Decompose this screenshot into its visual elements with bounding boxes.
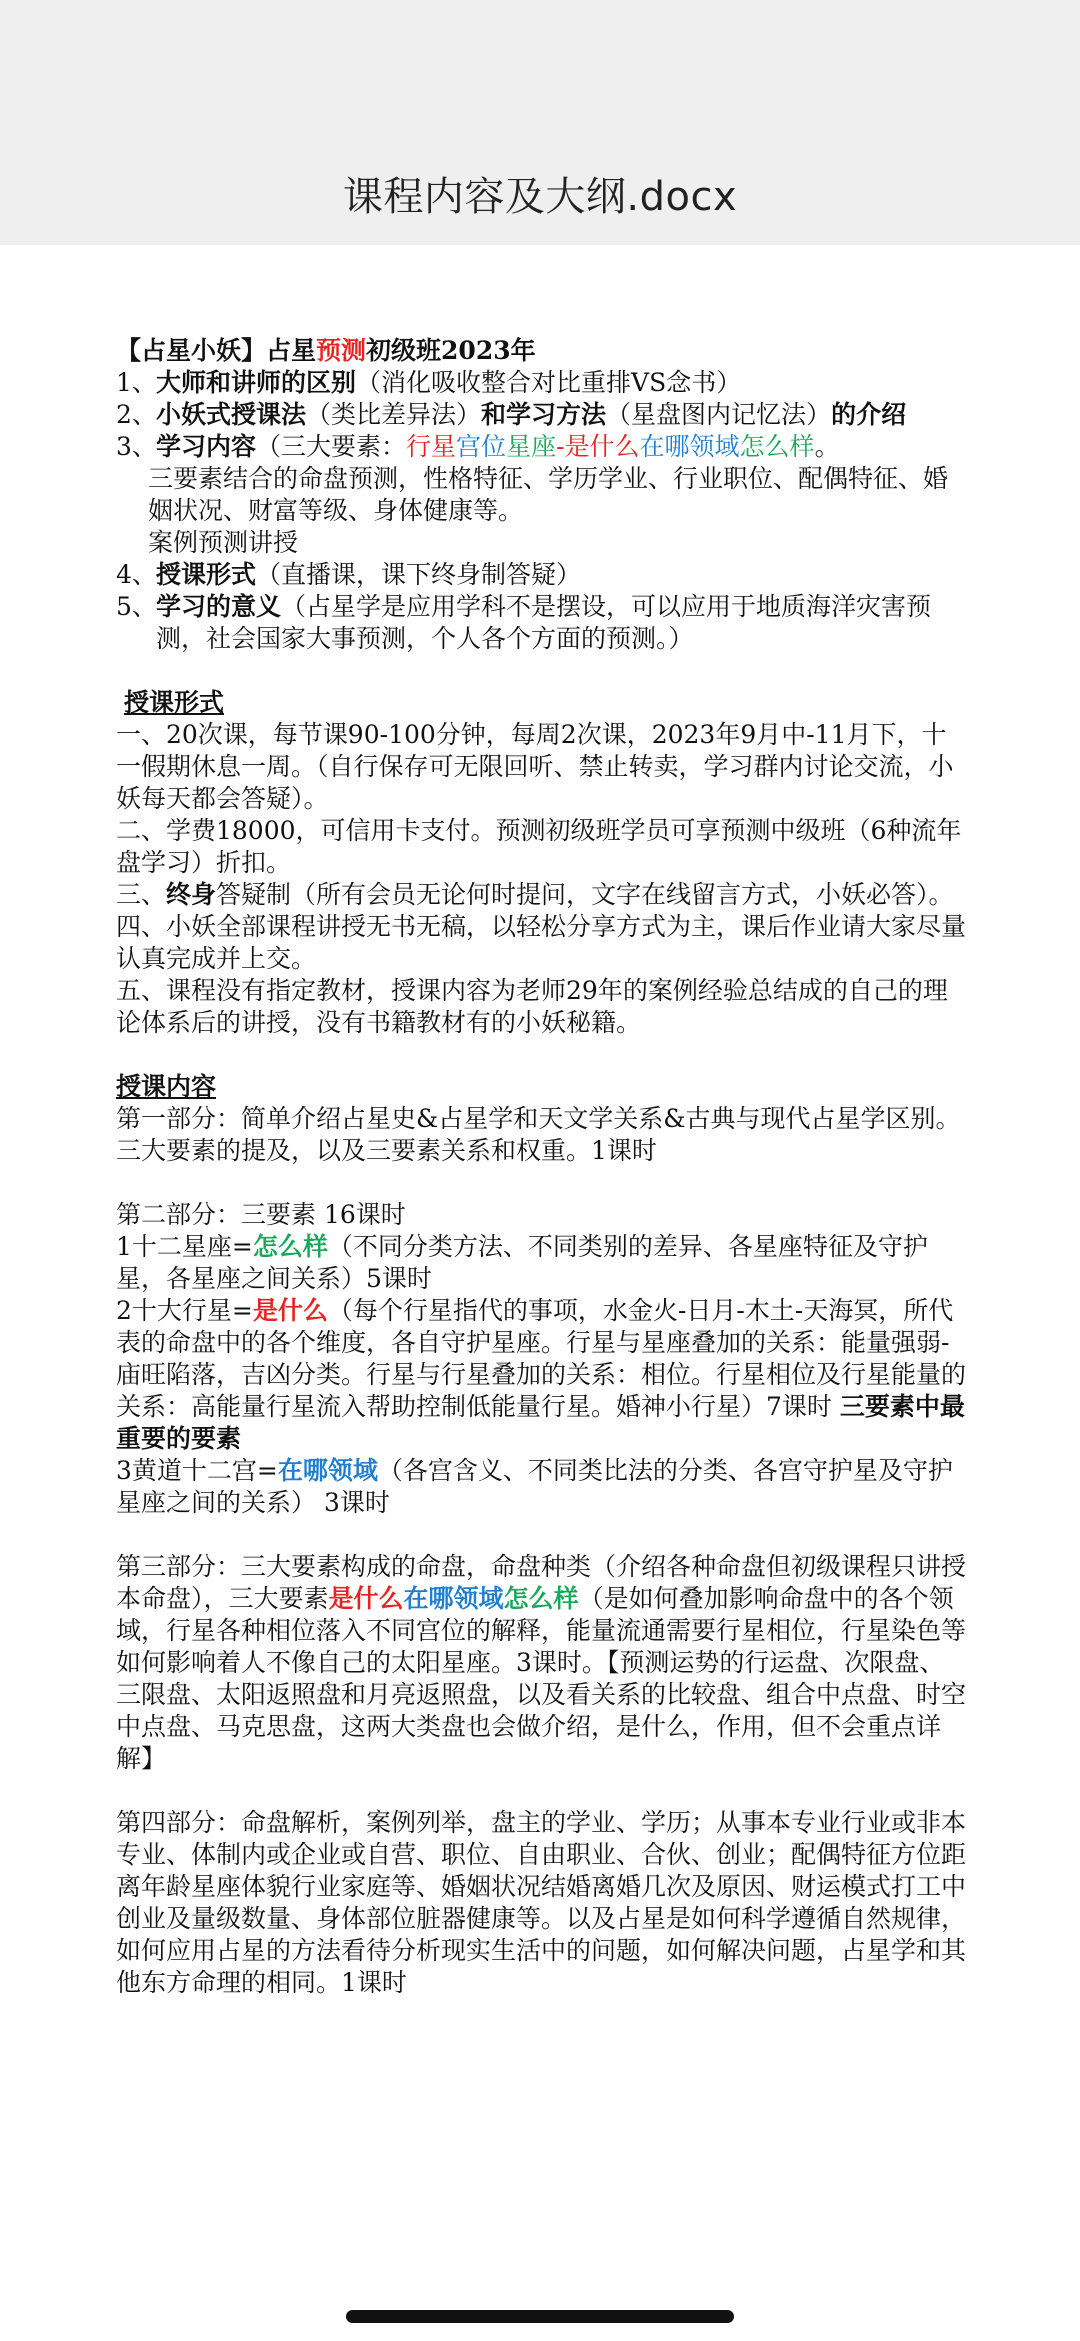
paragraph-text: 1十二星座= <box>116 1232 253 1261</box>
list-item <box>116 559 966 591</box>
list-item <box>116 399 966 431</box>
paragraph <box>116 1231 966 1295</box>
highlight-what: 是什么 <box>252 1296 328 1325</box>
highlight-where: 在哪领域 <box>403 1584 504 1613</box>
paragraph: 第四部分：命盘解析，案例列举，盘主的学业、学历；从事本专业行业或非本专业、体制内或企业或自营、职位、自由职业、合伙、创业；配偶特征方位距离年龄星座体貌行业家庭等、婚姻状况结婚离婚几次及原因、财运模式打工中创业及量级数量、身体部位脏器健康等。以及占星是如何科学遵循自然规律，如何应用占星的方法看待分析现实生活中的问题，如何解决问题，占星学和其他东方命理的相同。1课时 <box>116 1808 967 1997</box>
colored-term-where: 在哪领域 <box>639 432 740 461</box>
highlight-what: 是什么 <box>328 1584 404 1613</box>
document-title: 课程内容及大纲.docx <box>342 174 738 220</box>
list-text: 。 <box>814 432 840 461</box>
list-bold: 学习内容 <box>156 432 257 461</box>
paragraph-text: 答疑制（所有会员无论何时提问，文字在线留言方式，小妖必答）。 <box>216 880 954 909</box>
list-text: （星盘图内记忆法） <box>606 400 832 429</box>
list-text: （消化吸收整合对比重排VS念书） <box>356 368 742 397</box>
list-subtext: 案例预测讲授 <box>148 528 299 557</box>
colored-term-how: 怎么样 <box>739 432 815 461</box>
list-bold: 授课形式 <box>156 560 257 589</box>
list-text: （占星学是应用学科不是摆设，可以应用于地质海洋灾害预测，社会国家大事预测，个人各个方面的预测。） <box>156 592 932 653</box>
heading-text-end: 初级班2023年 <box>366 336 536 365</box>
paragraph <box>116 1295 966 1455</box>
heading-text: 【占星小妖】占星 <box>116 336 317 365</box>
paragraph: 二、学费18000，可信用卡支付。预测初级班学员可享预测中级班（6种流年盘学习）折扣。 <box>116 816 962 877</box>
list-bold: 小妖式授课法 <box>156 400 307 429</box>
paragraph-text: 3黄道十二宫= <box>116 1456 278 1485</box>
list-item <box>116 367 966 399</box>
paragraph: 四、小妖全部课程讲授无书无稿，以轻松分享方式为主，课后作业请大家尽量认真完成并上交。 <box>116 912 967 973</box>
list-text: （类比差异法） <box>306 400 482 429</box>
paragraph: 第一部分：简单介绍占星史&占星学和天文学关系&古典与现代占星学区别。三大要素的提及，以及三要素关系和权重。1课时 <box>116 1104 961 1165</box>
list-text: （三大要素： <box>256 432 407 461</box>
paragraph-text: 2十大行星= <box>116 1296 253 1325</box>
colored-term-house: 宫位 <box>456 432 507 461</box>
highlight-where: 在哪领域 <box>277 1456 378 1485</box>
paragraph-text: （各宫含义、不同类比法的分类、各宫守护星及守护星座之间的关系） 3课时 <box>116 1456 953 1517</box>
paragraph-text: （每个行星指代的事项，水金火-日月-木土-天海冥，所代表的命盘中的各个维度，各自守护星座。行星与星座叠加的关系：能量强弱-庙旺陷落，吉凶分类。行星与行星叠加的关系：相位。行星相位及行星能量的关系：高能量行星流入帮助控制低能量行星。婚神小行星）7课时 <box>116 1296 967 1421</box>
document-body <box>116 335 966 1999</box>
section-title-content: 授课内容 <box>116 1072 217 1101</box>
list-subtext: 三要素结合的命盘预测，性格特征、学历学业、行业职位、配偶特征、婚姻状况、财富等级、身体健康等。 <box>148 464 949 525</box>
paragraph-bold: 终身 <box>166 880 217 909</box>
list-bold: 大师和讲师的区别 <box>156 368 357 397</box>
paragraph <box>116 1455 966 1519</box>
colored-term-sign: 星座 <box>506 432 557 461</box>
list-number: 1、 <box>116 368 157 397</box>
course-heading <box>116 335 966 367</box>
colored-term-what: -是什么 <box>556 432 640 461</box>
document-header <box>0 0 1080 245</box>
list-number: 4、 <box>116 560 157 589</box>
list-bold: 的介绍 <box>831 400 907 429</box>
paragraph-text: 三、 <box>116 880 167 909</box>
paragraph-text: （是如何叠加影响命盘中的各个领域，行星各种相位落入不同宫位的解释，能量流通需要行星相位，行星染色等如何影响着人不像自己的太阳星座。3课时。【预测运势的行运盘、次限盘、三限盘、太阳返照盘和月亮返照盘，以及看关系的比较盘、组合中点盘、时空中点盘、马克思盘，这两大类盘也会做介绍，是什么，作用，但不会重点详解】 <box>116 1584 967 1773</box>
paragraph-text: 第三部分：三大要素构成的命盘，命盘种类（介绍各种命盘但初级课程只讲授本命盘），三大要素 <box>116 1552 967 1613</box>
paragraph-bold: 三要素中最重要的要素 <box>116 1392 965 1453</box>
colored-term-planet: 行星 <box>406 432 457 461</box>
list-number: 5、 <box>116 592 157 621</box>
paragraph: 第二部分：三要素 16课时 <box>116 1200 406 1229</box>
highlight-how: 怎么样 <box>503 1584 579 1613</box>
list-bold: 和学习方法 <box>481 400 607 429</box>
list-number: 2、 <box>116 400 157 429</box>
section-title-format: 授课形式 <box>124 688 225 717</box>
list-item <box>116 591 966 655</box>
home-indicator[interactable] <box>346 2310 734 2323</box>
paragraph-text: （不同分类方法、不同类别的差异、各星座特征及守护星，各星座之间关系）5课时 <box>116 1232 928 1293</box>
paragraph <box>116 1551 966 1775</box>
heading-highlight: 预测 <box>316 336 367 365</box>
paragraph: 五、课程没有指定教材，授课内容为老师29年的案例经验总结成的自己的理论体系后的讲授，没有书籍教材有的小妖秘籍。 <box>116 976 948 1037</box>
paragraph: 一、20次课，每节课90-100分钟，每周2次课，2023年9月中-11月下，十一假期休息一周。（自行保存可无限回听、禁止转卖，学习群内讨论交流，小妖每天都会答疑）。 <box>116 720 954 813</box>
list-bold: 学习的意义 <box>156 592 282 621</box>
list-item <box>116 431 966 463</box>
paragraph <box>116 879 966 911</box>
list-number: 3、 <box>116 432 157 461</box>
highlight-how: 怎么样 <box>252 1232 328 1261</box>
list-text: （直播课，课下终身制答疑） <box>256 560 582 589</box>
